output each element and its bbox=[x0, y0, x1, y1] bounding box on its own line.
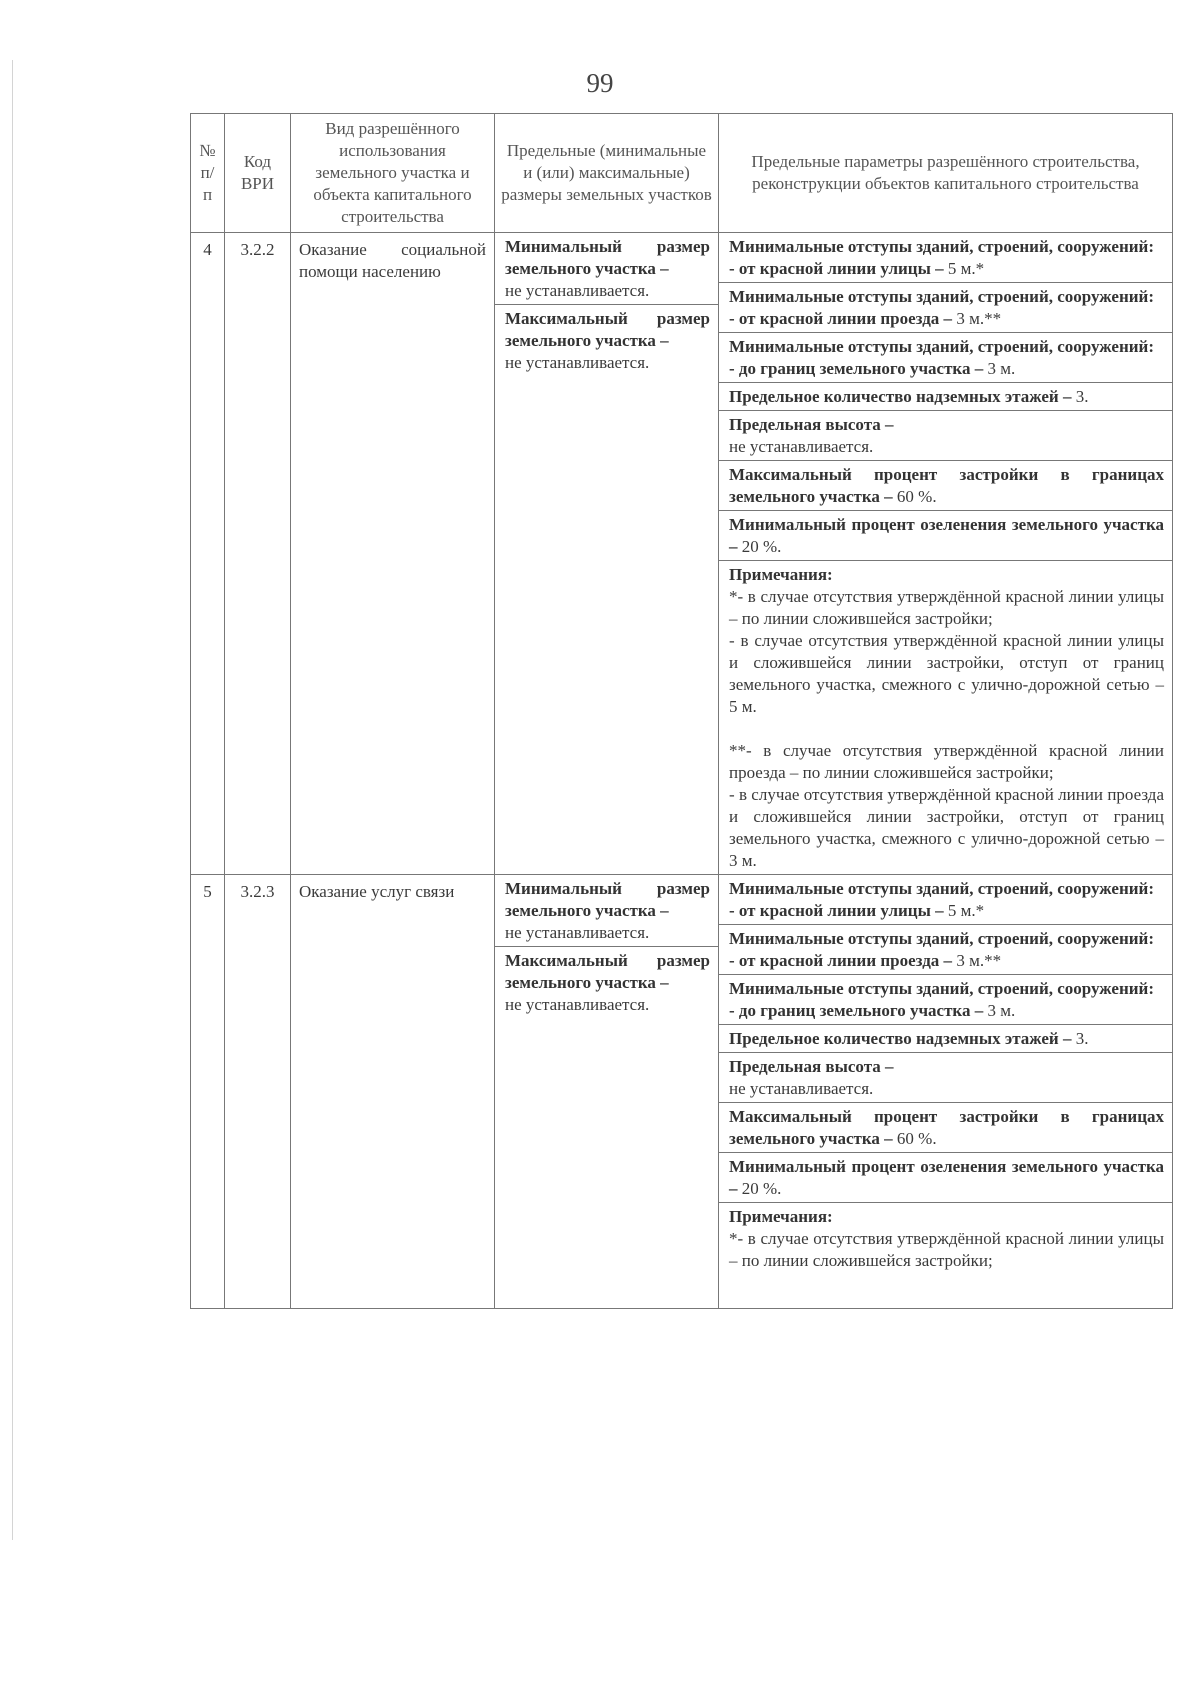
setback-label: - от красной линии проезда – bbox=[729, 309, 953, 328]
setback-value: 5 м.* bbox=[943, 259, 985, 278]
setback-title: Минимальные отступы зданий, строений, сооружений: bbox=[729, 979, 1154, 998]
header-name: Вид разрешённого использования земельного участка и объекта капитального строительства bbox=[291, 114, 495, 233]
greening-label: Минимальный процент озеленения земельного участка – bbox=[729, 1157, 1164, 1198]
greening-block bbox=[719, 510, 1172, 560]
notes-block bbox=[719, 1202, 1172, 1308]
note-text: - в случае отсутствия утверждённой красной линии улицы и сложившейся линии застройки, отступ от границ земельного участка, смежного с улично-дорожной сетью – 5 м. bbox=[729, 631, 1164, 716]
min-size-value: не устанавливается. bbox=[505, 923, 650, 942]
setback-title: Минимальные отступы зданий, строений, сооружений: bbox=[729, 879, 1154, 898]
floors-block bbox=[719, 382, 1172, 410]
row-land-sizes bbox=[495, 875, 719, 1309]
row-code: 3.2.3 bbox=[225, 875, 291, 1309]
min-size-value: не устанавливается. bbox=[505, 281, 650, 300]
height-block bbox=[719, 410, 1172, 460]
notes-block bbox=[719, 560, 1172, 874]
setback-label: - от красной линии проезда – bbox=[729, 951, 953, 970]
setback-value: 3 м. bbox=[983, 359, 1016, 378]
coverage-value: 60 %. bbox=[892, 1129, 937, 1148]
header-code: Код ВРИ bbox=[225, 114, 291, 233]
row-build-params bbox=[719, 233, 1173, 875]
height-block bbox=[719, 1052, 1172, 1102]
greening-value: 20 %. bbox=[737, 1179, 782, 1198]
coverage-value: 60 %. bbox=[892, 487, 937, 506]
table-header-row bbox=[191, 114, 1173, 233]
regulations-table bbox=[190, 113, 1173, 1309]
coverage-label: Максимальный процент застройки в границах земельного участка – bbox=[729, 1107, 1164, 1148]
notes-title: Примечания: bbox=[729, 565, 833, 584]
note-text: *- в случае отсутствия утверждённой красной линии улицы – по линии сложившейся застройки; bbox=[729, 1229, 1164, 1270]
setback-street-block bbox=[719, 233, 1172, 282]
note-text: *- в случае отсутствия утверждённой красной линии улицы – по линии сложившейся застройки; bbox=[729, 587, 1164, 628]
setback-title: Минимальные отступы зданий, строений, сооружений: bbox=[729, 929, 1154, 948]
max-size-title: Максимальный размер земельного участка – bbox=[505, 951, 710, 992]
header-num: № п/п bbox=[191, 114, 225, 233]
setback-title: Минимальные отступы зданий, строений, сооружений: bbox=[729, 237, 1154, 256]
greening-label: Минимальный процент озеленения земельного участка – bbox=[729, 515, 1164, 556]
setback-value: 3 м.** bbox=[952, 309, 1002, 328]
floors-block bbox=[719, 1024, 1172, 1052]
min-size-block bbox=[495, 875, 718, 946]
setback-label: - от красной линии улицы – bbox=[729, 901, 944, 920]
min-size-block bbox=[495, 233, 718, 304]
setback-passage-block bbox=[719, 924, 1172, 974]
row-land-sizes bbox=[495, 233, 719, 875]
row-number: 4 bbox=[191, 233, 225, 875]
row-use-name: Оказание услуг связи bbox=[291, 875, 495, 1309]
note-text: - в случае отсутствия утверждённой красной линии проезда и сложившейся линии застройки, отступ от границ земельного участка, смежного с улично-дорожной сетью – 3 м. bbox=[729, 785, 1164, 870]
row-number: 5 bbox=[191, 875, 225, 1309]
height-value: не устанавливается. bbox=[729, 1079, 874, 1098]
page-number: 99 bbox=[586, 68, 614, 98]
max-size-block bbox=[495, 304, 718, 376]
height-label: Предельная высота – bbox=[729, 1057, 894, 1076]
notes-title: Примечания: bbox=[729, 1207, 833, 1226]
floors-label: Предельное количество надземных этажей – bbox=[729, 1029, 1072, 1048]
note-text: **- в случае отсутствия утверждённой красной линии проезда – по линии сложившейся застройки; bbox=[729, 741, 1164, 782]
height-label: Предельная высота – bbox=[729, 415, 894, 434]
row-use-name: Оказание социальной помощи населению bbox=[291, 233, 495, 875]
header-sizes: Предельные (минимальные и (или) максимальные) размеры земельных участков bbox=[495, 114, 719, 233]
setback-value: 3 м. bbox=[983, 1001, 1016, 1020]
row-code: 3.2.2 bbox=[225, 233, 291, 875]
setback-value: 5 м.* bbox=[943, 901, 985, 920]
setback-street-block bbox=[719, 875, 1172, 924]
setback-label: - до границ земельного участка – bbox=[729, 1001, 984, 1020]
max-size-title: Максимальный размер земельного участка – bbox=[505, 309, 710, 350]
floors-value: 3. bbox=[1071, 1029, 1089, 1048]
setback-label: - от красной линии улицы – bbox=[729, 259, 944, 278]
document-body bbox=[190, 113, 1172, 1309]
coverage-block bbox=[719, 1102, 1172, 1152]
setback-border-block bbox=[719, 974, 1172, 1024]
setback-value: 3 м.** bbox=[952, 951, 1002, 970]
coverage-block bbox=[719, 460, 1172, 510]
max-size-block bbox=[495, 946, 718, 1018]
setback-border-block bbox=[719, 332, 1172, 382]
min-size-title: Минимальный размер земельного участка – bbox=[505, 879, 710, 920]
row-build-params bbox=[719, 875, 1173, 1309]
max-size-value: не устанавливается. bbox=[505, 353, 650, 372]
greening-block bbox=[719, 1152, 1172, 1202]
min-size-title: Минимальный размер земельного участка – bbox=[505, 237, 710, 278]
max-size-value: не устанавливается. bbox=[505, 995, 650, 1014]
floors-label: Предельное количество надземных этажей – bbox=[729, 387, 1072, 406]
coverage-label: Максимальный процент застройки в границах земельного участка – bbox=[729, 465, 1164, 506]
setback-label: - до границ земельного участка – bbox=[729, 359, 984, 378]
header-params: Предельные параметры разрешённого строительства, реконструкции объектов капитального строительства bbox=[719, 114, 1173, 233]
setback-passage-block bbox=[719, 282, 1172, 332]
height-value: не устанавливается. bbox=[729, 437, 874, 456]
table-row bbox=[191, 233, 1173, 875]
table-row bbox=[191, 875, 1173, 1309]
setback-title: Минимальные отступы зданий, строений, сооружений: bbox=[729, 287, 1154, 306]
greening-value: 20 %. bbox=[737, 537, 782, 556]
scan-margin-line bbox=[12, 60, 13, 1540]
floors-value: 3. bbox=[1071, 387, 1089, 406]
setback-title: Минимальные отступы зданий, строений, сооружений: bbox=[729, 337, 1154, 356]
